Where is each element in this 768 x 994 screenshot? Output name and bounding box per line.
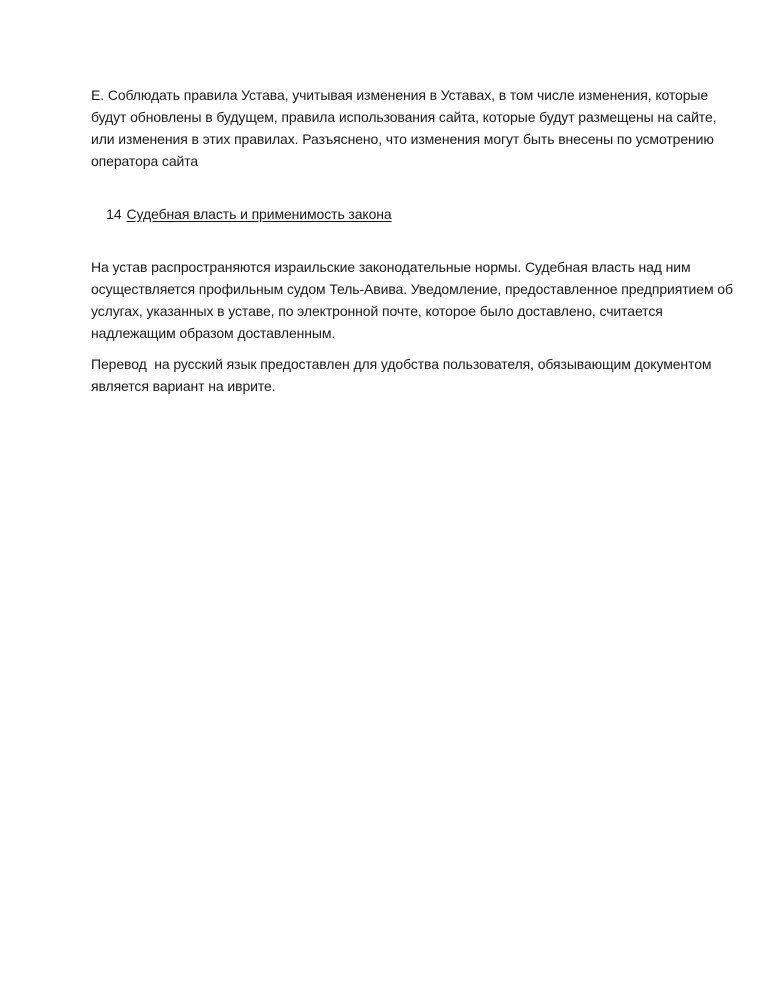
section-number: 14 xyxy=(106,206,122,222)
clause-e-paragraph xyxy=(91,84,717,172)
text-line: осуществляется профильным судом Тель-Авива. Уведомление, предоставленное предприятием об xyxy=(91,281,733,297)
text-line: надлежащим образом доставленным. xyxy=(91,325,336,341)
section-14-heading xyxy=(91,181,682,247)
text-line: является вариант на иврите. xyxy=(91,378,276,394)
text-line: услугах, указанных в уставе, по электронной почте, которое было доставлено, считается xyxy=(91,303,663,319)
text-line: Перевод на русский язык предоставлен для удобства пользователя, обязывающим документом xyxy=(91,356,712,372)
text-line: будут обновлены в будущем, правила использования сайта, которые будут размещены на сайте, xyxy=(91,109,717,125)
jurisdiction-paragraph xyxy=(91,256,733,344)
text-line: Е. Соблюдать правила Устава, учитывая изменения в Уставах, в том числе изменения, которые xyxy=(91,87,709,103)
text-line: или изменения в этих правилах. Разъяснено, что изменения могут быть внесены по усмотрению xyxy=(91,131,714,147)
translation-note-paragraph xyxy=(91,353,712,397)
text-line: На устав распространяются израильские законодательные нормы. Судебная власть над ним xyxy=(91,259,691,275)
section-title: Судебная власть и применимость закона xyxy=(126,206,392,222)
text-line: оператора сайта xyxy=(91,153,199,169)
